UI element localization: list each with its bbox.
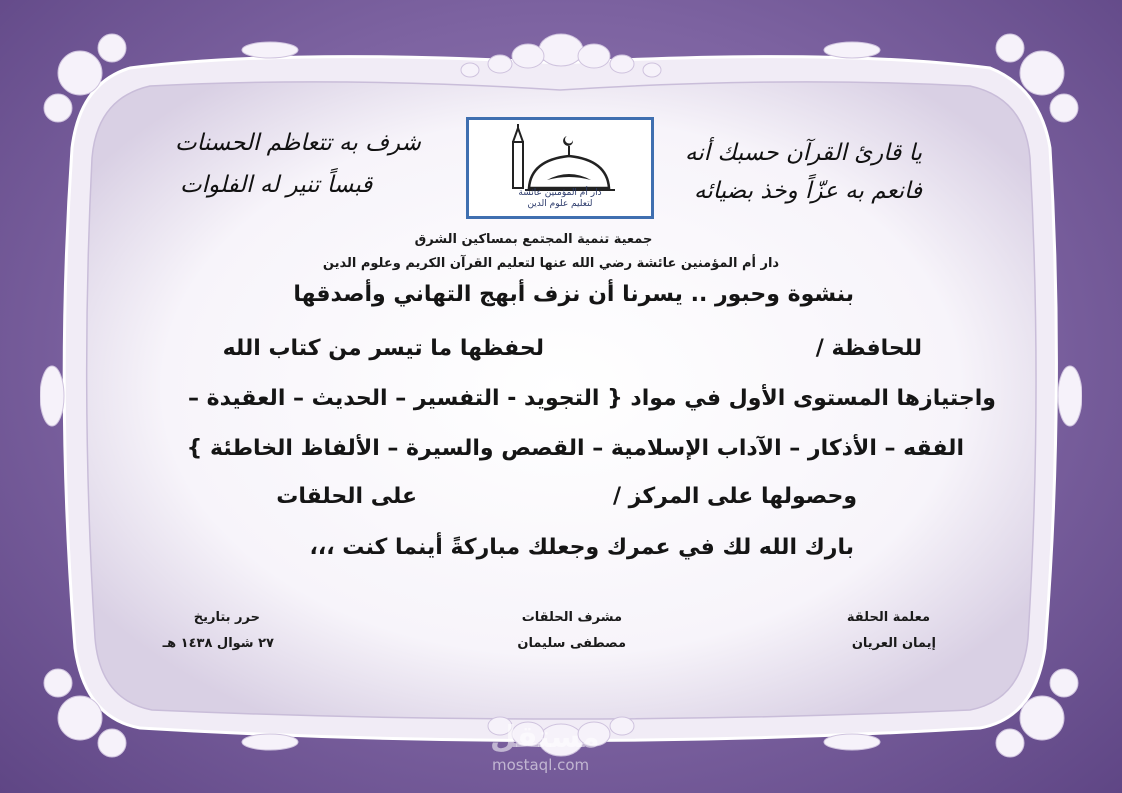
subjects-line1: واجتيازها المستوى الأول في مواد { التجويد - التفسير – الحديث – العقيدة – — [187, 386, 996, 411]
logo-caption-line1: دار أم المؤمنين عائشة — [518, 188, 602, 198]
teacher-name: إيمان العريان — [851, 636, 936, 651]
subjects-line2: الفقه – الأذكار – الآداب الإسلامية – القصص والسيرة – الألفاظ الخاطئة } — [186, 436, 964, 461]
rank-text: وحصولها على المركز / — [612, 484, 857, 509]
watermark-logo: مستقل — [490, 720, 600, 755]
poem-left-line1: شرف به تتعاظم الحسنات — [175, 130, 421, 156]
poem-right-line2: فانعم به عزّاً وخذ بضيائه — [693, 178, 922, 204]
rank-suffix: على الحلقات — [276, 484, 417, 509]
date-value: ٢٧ شوال ١٤٣٨ هـ — [162, 636, 274, 651]
organization-name: جمعية تنمية المجتمع بمساكين الشرق — [414, 232, 653, 247]
logo-caption — [469, 188, 651, 210]
poem-right-line1: يا قارئ القرآن حسبك أنه — [685, 140, 922, 166]
certificate-intro: بنشوة وحبور .. يسرنا أن نزف أبهج التهاني وأصدقها — [293, 282, 854, 307]
teacher-title: معلمة الحلقة — [846, 610, 930, 625]
memorized-text: لحفظها ما تيسر من كتاب الله — [222, 336, 544, 361]
supervisor-title: مشرف الحلقات — [521, 610, 622, 625]
institution-logo — [466, 117, 654, 219]
supervisor-name: مصطفى سليمان — [517, 636, 626, 651]
date-label: حرر بتاريخ — [193, 610, 260, 625]
logo-caption-line2: لتعليم علوم الدين — [527, 199, 593, 209]
watermark-url: mostaql.com — [492, 756, 590, 774]
blessing-text: بارك الله لك في عمرك وجعلك مباركةً أينما كنت ،،، — [309, 535, 854, 560]
poem-left-line2: قبساً تنير له الفلوات — [180, 172, 373, 198]
institution-name: دار أم المؤمنين عائشة رضي الله عنها لتعليم القرآن الكريم وعلوم الدين — [322, 256, 780, 271]
recipient-label: للحافظة / — [815, 336, 922, 361]
